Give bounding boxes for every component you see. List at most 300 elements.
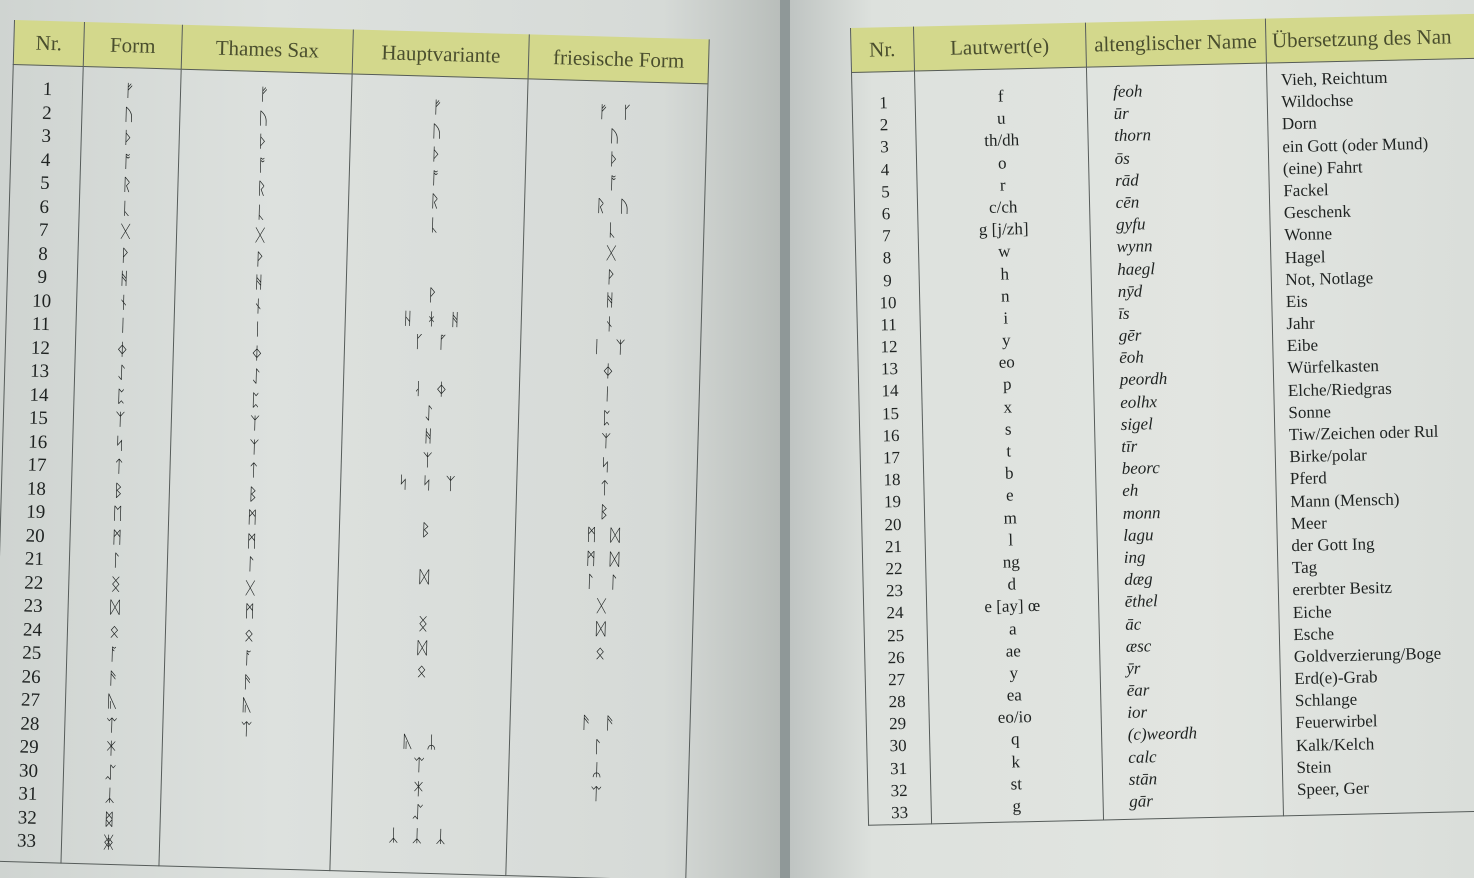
cell-thames: ᛗ <box>244 601 260 623</box>
cell-laut: ae <box>1005 640 1022 661</box>
cell-trans: der Gott Ing <box>1291 534 1375 556</box>
cell-form: ᚫ <box>107 668 123 689</box>
cell-nr: 23 <box>885 581 904 601</box>
cell-haupt: ᚺ ᚼ ᚻ <box>402 308 465 331</box>
cell-haupt: ᚱ <box>429 191 445 213</box>
cell-haupt: ᚠ <box>432 97 447 119</box>
cell-trans: Eis <box>1285 291 1308 312</box>
cell-fries: ᛁ ᛉ <box>591 337 630 359</box>
cell-form: ᛞ <box>109 597 125 619</box>
cell-fries: ᚻ <box>604 290 620 311</box>
cell-haupt: ᛞ <box>416 638 432 659</box>
cell-nr: 28 <box>20 712 40 735</box>
cell-fries: ᛚ <box>592 736 607 758</box>
cell-laut: i <box>1003 308 1009 328</box>
cell-trans: Eiche <box>1292 601 1332 622</box>
cell-fries: ᛠ <box>590 783 606 805</box>
cell-haupt: ᚳ <box>428 215 444 236</box>
cell-form: ᛢ <box>105 762 120 783</box>
cell-form: ᛚ <box>110 550 126 572</box>
cell-form: ᚻ <box>118 269 134 290</box>
cell-fries: ᛁ <box>601 384 617 405</box>
body-row <box>0 64 708 878</box>
cell-name: rād <box>1114 170 1140 190</box>
cell-nr: 8 <box>882 248 892 268</box>
cell-name: ūr <box>1113 103 1130 124</box>
cell-laut: x <box>1003 397 1013 417</box>
cell-thames: ᛇ <box>250 366 266 388</box>
cell-fries: ᚢ <box>609 126 624 147</box>
cell-name: gyfu <box>1115 214 1146 235</box>
cell-thames: ᛁ <box>252 319 267 341</box>
cell-name: æsc <box>1125 636 1152 656</box>
cell-laut: w <box>997 241 1011 262</box>
cell-haupt <box>331 846 506 874</box>
cell-trans: Mann (Mensch) <box>1290 489 1400 511</box>
cell-nr: 29 <box>19 736 39 758</box>
column-altenglischer-name <box>1086 63 1283 820</box>
cell-haupt: ᛝ <box>417 614 433 635</box>
cell-fries: ᛞ <box>595 619 611 640</box>
cell-nr: 22 <box>24 572 44 594</box>
cell-thames: ᛟ <box>243 625 259 646</box>
cell-nr: 15 <box>28 407 49 430</box>
cell-fries: ᛦ <box>591 760 607 781</box>
cell-fries: ᚠ ᚴ <box>597 102 637 124</box>
cell-haupt: ᚩ <box>430 168 445 189</box>
cell-fries: ᚷ <box>605 243 621 265</box>
cell-trans: (eine) Fahrt <box>1282 157 1363 178</box>
cell-laut: n <box>1000 286 1010 306</box>
header-nr: Nr. <box>13 20 84 66</box>
cell-name: cēn <box>1115 192 1140 212</box>
cell-thames: ᚪ <box>242 648 258 670</box>
cell-trans: Jahr <box>1286 313 1315 334</box>
cell-form: ᚦ <box>122 128 138 149</box>
cell-laut: th/dh <box>984 130 1020 151</box>
cell-haupt: ᚦ <box>430 144 446 166</box>
cell-laut: d <box>1007 574 1017 594</box>
cell-haupt: ᚴ ᚵ <box>413 332 452 354</box>
cell-form: ᚾ <box>118 292 133 313</box>
column-lautwert <box>914 67 1103 824</box>
cell-thames: ᛒ <box>247 484 263 505</box>
cell-form: ᚩ <box>122 151 137 172</box>
cell-nr: 29 <box>888 714 907 734</box>
cell-nr: 24 <box>22 618 43 641</box>
cell-trans: Wildochse <box>1281 90 1354 112</box>
cell-trans: Kalk/Kelch <box>1295 733 1375 755</box>
cell-trans: Wonne <box>1284 224 1333 245</box>
cell-nr: 31 <box>889 758 908 778</box>
cell-name: eolhx <box>1119 391 1158 412</box>
cell-form: ᛉ <box>114 409 130 431</box>
cell-form: ᛝ <box>110 574 126 595</box>
cell-trans: Stein <box>1296 757 1332 777</box>
cell-nr: 6 <box>39 196 50 218</box>
cell-laut: k <box>1011 751 1021 772</box>
cell-trans: Dorn <box>1281 113 1317 134</box>
cell-haupt: ᛆ ᛄ <box>412 379 451 401</box>
book-gutter <box>780 0 790 878</box>
cell-nr: 31 <box>18 783 38 805</box>
cell-laut: m <box>1003 507 1018 528</box>
cell-thames: ᚠ <box>258 84 274 106</box>
cell-nr: 1 <box>42 78 53 101</box>
cell-haupt: ᛒ <box>420 520 435 541</box>
cell-name: lagu <box>1123 524 1154 545</box>
cell-nr: 10 <box>879 292 897 313</box>
cell-form: ᛤ <box>103 832 118 854</box>
cell-form: ᛡ <box>105 738 121 760</box>
cell-nr: 8 <box>37 243 49 265</box>
cell-haupt: ᛉ <box>422 450 437 471</box>
cell-thames: ᛚ <box>245 554 261 576</box>
cell-trans: Schlange <box>1294 689 1358 711</box>
cell-nr: 7 <box>38 219 49 242</box>
cell-fries: ᚳ <box>606 220 622 241</box>
header-lautwert: Lautwert(e) <box>913 23 1086 71</box>
cell-nr: 16 <box>882 425 900 446</box>
header-friesische-form: friesische Form <box>528 34 709 84</box>
cell-nr: 28 <box>888 691 906 712</box>
cell-form: ᚪ <box>108 644 124 666</box>
cell-thames: ᚳ <box>255 202 271 223</box>
cell-name: tīr <box>1121 436 1138 456</box>
cell-nr: 26 <box>887 647 905 667</box>
cell-laut: c/ch <box>988 197 1018 217</box>
cell-nr: 12 <box>30 337 51 359</box>
cell-thames: ᛈ <box>250 390 265 411</box>
cell-nr: 25 <box>886 625 905 645</box>
cell-haupt: ᛇ <box>423 403 439 424</box>
cell-fries: ᚾ <box>603 314 619 335</box>
cell-fries: ᚦ <box>608 149 624 171</box>
cell-nr: 9 <box>883 270 892 290</box>
cell-nr: 15 <box>881 403 900 423</box>
cell-laut: o <box>997 153 1007 173</box>
cell-haupt: ᛢ <box>412 802 428 823</box>
cell-trans: Speer, Ger <box>1296 778 1370 800</box>
cell-thames: ᛉ <box>248 437 264 458</box>
cell-laut: a <box>1008 618 1017 639</box>
header-form: Form <box>83 22 182 69</box>
cell-laut: f <box>997 86 1004 106</box>
cell-name: stān <box>1128 769 1158 789</box>
cell-laut: r <box>999 175 1006 195</box>
cell-name: thorn <box>1113 125 1152 146</box>
cell-nr: 33 <box>16 830 37 852</box>
column-uebersetzung <box>1266 58 1474 816</box>
cell-thames <box>160 833 331 861</box>
cell-nr: 4 <box>40 149 51 171</box>
cell-name: feoh <box>1112 81 1143 102</box>
cell-name: eh <box>1122 480 1139 501</box>
cell-form: ᚹ <box>119 245 135 266</box>
cell-name: ing <box>1123 547 1146 567</box>
cell-haupt: ᚹ <box>426 285 442 307</box>
cell-fries: ᚱ ᚢ <box>595 196 634 218</box>
cell-trans: Eibe <box>1286 335 1319 356</box>
cell-fries: ᛗ ᛞ <box>586 525 625 547</box>
cell-nr: 26 <box>21 665 41 688</box>
cell-nr: 18 <box>26 478 47 500</box>
cell-nr: 2 <box>41 102 52 124</box>
cell-form: ᛇ <box>116 363 131 384</box>
cell-fries: ᛚ ᛚ <box>584 572 624 594</box>
cell-laut: l <box>1008 530 1014 550</box>
cell-fries <box>506 851 686 878</box>
cell-name: sigel <box>1120 414 1154 434</box>
cell-trans: Feuerwirbel <box>1295 711 1378 733</box>
cell-thames: ᚩ <box>256 155 272 176</box>
cell-thames: ᛗ <box>246 531 261 552</box>
cell-fries: ᛋ <box>599 455 615 476</box>
cell-nr: 19 <box>883 492 902 512</box>
cell-fries: ᚹ <box>605 267 620 288</box>
cell-form: ᛗ <box>111 527 127 548</box>
cell-laut: eo <box>998 352 1015 372</box>
cell-name: dæg <box>1124 569 1153 590</box>
cell-thames: ᛉ <box>249 413 265 435</box>
cell-trans: ererbter Besitz <box>1292 578 1393 600</box>
cell-name: monn <box>1122 502 1161 523</box>
cell-laut: y <box>1001 330 1011 350</box>
cell-name: ēar <box>1126 680 1150 700</box>
cell-nr: 5 <box>39 172 50 195</box>
cell-name: (c)weordh <box>1127 723 1198 745</box>
cell-form: ᛁ <box>117 316 133 337</box>
cell-fries: ᛏ <box>599 478 615 499</box>
cell-thames: ᚢ <box>258 108 273 129</box>
cell-nr: 16 <box>27 431 48 453</box>
cell-nr: 20 <box>884 514 902 534</box>
cell-laut: b <box>1004 463 1014 483</box>
cell-laut: st <box>1010 774 1023 794</box>
cell-trans: Birke/polar <box>1289 445 1368 467</box>
cell-trans: Erd(e)-Grab <box>1294 667 1378 689</box>
cell-name: calc <box>1128 746 1157 767</box>
column-hauptvariante <box>330 74 528 875</box>
cell-name: nȳd <box>1117 281 1143 301</box>
cell-thames: ᛗ <box>246 507 262 529</box>
cell-nr: 3 <box>41 125 52 148</box>
cell-name: peordh <box>1119 369 1168 390</box>
cell-name: āc <box>1125 614 1142 634</box>
cell-nr: 17 <box>27 454 47 477</box>
cell-fries: ᚩ <box>607 173 623 194</box>
cell-haupt: ᛠ <box>413 755 429 776</box>
cell-nr: 10 <box>31 290 52 312</box>
cell-laut: s <box>1004 419 1012 439</box>
cell-nr: 9 <box>37 266 48 289</box>
header-hauptvariante: Hauptvariante <box>352 29 529 78</box>
cell-fries: ᛄ <box>602 361 618 382</box>
cell-nr: 22 <box>885 558 903 579</box>
cell-nr: 12 <box>880 337 898 357</box>
cell-trans: Würfelkasten <box>1287 356 1380 378</box>
cell-form: ᚢ <box>123 104 139 125</box>
cell-laut: e [ay] œ <box>984 596 1041 617</box>
rune-forms-table <box>0 20 710 878</box>
cell-fries: ᛈ <box>601 408 617 429</box>
cell-form: ᚱ <box>121 175 137 196</box>
cell-nr: 23 <box>23 595 43 618</box>
cell-haupt: ᛟ <box>416 661 432 682</box>
cell-trans: ein Gott (oder Mund) <box>1282 133 1429 156</box>
cell-name: gēr <box>1118 325 1142 346</box>
cell-fries: ᚷ <box>596 595 611 617</box>
cell-trans: Hagel <box>1284 246 1326 267</box>
cell-laut: eo/io <box>997 707 1032 728</box>
cell-nr: 13 <box>880 359 899 379</box>
cell-fries: ᚫ ᚫ <box>580 713 620 735</box>
cell-nr: 11 <box>31 313 51 336</box>
cell-form: ᛖ <box>112 503 128 525</box>
cell-trans: Sonne <box>1288 402 1332 422</box>
cell-form: ᛟ <box>109 621 124 642</box>
header-nr: Nr. <box>850 27 914 73</box>
cell-name: haegl <box>1116 258 1156 279</box>
cell-nr: 3 <box>880 137 889 157</box>
cell-nr: 14 <box>29 384 49 406</box>
cell-thames: ᚦ <box>257 131 273 153</box>
cell-trans: Fackel <box>1283 180 1329 201</box>
cell-fries: ᛟ <box>594 642 610 664</box>
cell-fries: ᛗ ᛞ <box>585 548 624 570</box>
cell-laut: y <box>1009 663 1019 683</box>
rune-names-table <box>850 13 1474 826</box>
cell-name: beorc <box>1121 458 1161 479</box>
cell-haupt: ᛡ <box>412 778 428 800</box>
cell-thames: ᚷ <box>254 225 270 247</box>
cell-thames: ᚱ <box>256 178 271 200</box>
cell-form: ᚳ <box>120 198 136 219</box>
cell-trans: Pferd <box>1289 468 1327 489</box>
cell-nr: 18 <box>883 470 901 490</box>
cell-nr: 6 <box>881 204 891 224</box>
cell-thames: ᚹ <box>254 249 269 270</box>
cell-trans: Esche <box>1293 623 1335 644</box>
body-row <box>852 58 1474 825</box>
cell-thames: ᚫ <box>242 672 258 693</box>
cell-nr: 11 <box>880 314 897 335</box>
column-thames-sax <box>159 69 353 870</box>
cell-trans: Tiw/Zeichen oder Rul <box>1288 421 1439 445</box>
right-page <box>790 0 1474 878</box>
cell-nr: 5 <box>881 181 890 202</box>
cell-thames: ᛄ <box>251 343 267 364</box>
cell-nr: 13 <box>29 360 50 383</box>
cell-nr: 17 <box>882 447 901 468</box>
cell-thames: ᛠ <box>240 719 256 740</box>
cell-nr: 21 <box>24 548 45 571</box>
cell-form: ᛏ <box>113 456 129 478</box>
cell-form: ᛄ <box>116 339 132 360</box>
cell-nr: 1 <box>879 93 888 113</box>
cell-haupt: ᛞ <box>418 567 434 588</box>
header-uebersetzung: Übersetzung des Nan <box>1265 13 1474 63</box>
cell-trans: Vieh, Reichtum <box>1280 67 1388 90</box>
cell-form: ᛒ <box>112 480 128 501</box>
cell-thames: ᚣ <box>241 695 257 717</box>
cell-haupt: ᚣ ᛦ <box>402 731 441 753</box>
cell-nr: 19 <box>25 501 46 524</box>
cell-nr: 32 <box>17 806 38 829</box>
cell-trans: Meer <box>1290 513 1327 533</box>
cell-form: ᛣ <box>104 785 120 807</box>
cell-form: ᚠ <box>124 81 139 102</box>
cell-trans: Goldverzierung/Boge <box>1293 643 1442 666</box>
cell-name: ēoh <box>1118 347 1144 368</box>
cell-laut: g [j/zh] <box>978 219 1029 240</box>
column-friesische-form <box>506 79 708 878</box>
cell-laut: e <box>1005 485 1014 505</box>
cell-name: gār <box>1129 791 1154 811</box>
cell-form: ᚣ <box>107 691 122 713</box>
cell-name: ȳr <box>1126 658 1141 678</box>
cell-nr: 33 <box>890 802 909 823</box>
cell-nr: 27 <box>20 689 41 711</box>
cell-nr: 20 <box>25 525 45 547</box>
cell-name: ōs <box>1114 148 1131 168</box>
cell-laut: p <box>1002 374 1012 395</box>
cell-nr: 24 <box>886 603 904 623</box>
cell-fries: ᛉ <box>600 431 616 452</box>
cell-nr: 4 <box>880 159 890 179</box>
cell-form: ᛠ <box>106 715 122 736</box>
cell-form: ᛋ <box>114 433 130 454</box>
cell-trans: Elche/Riedgras <box>1287 378 1392 400</box>
cell-haupt: ᛋ ᛋ ᛉ <box>397 472 460 495</box>
cell-laut: ng <box>1002 552 1020 572</box>
cell-form: ᛈ <box>115 386 131 407</box>
cell-nr: 30 <box>889 736 907 756</box>
cell-trans: Not, Notlage <box>1285 267 1374 289</box>
cell-nr: 32 <box>890 780 908 801</box>
cell-thames: ᚷ <box>244 578 260 599</box>
cell-laut: ea <box>1006 685 1023 705</box>
cell-thames: ᚾ <box>252 296 268 317</box>
header-altenglischer-name: altenglischer Name <box>1085 19 1266 68</box>
cell-fries: ᛒ <box>598 502 614 523</box>
cell-name: ior <box>1127 702 1148 723</box>
cell-nr: 25 <box>22 642 42 665</box>
header-thames-sax: Thames Sax <box>181 25 354 74</box>
cell-laut: h <box>1000 263 1010 284</box>
cell-nr: 14 <box>881 381 899 401</box>
cell-laut: q <box>1010 729 1020 749</box>
cell-name: īs <box>1117 303 1130 323</box>
cell-haupt: ᚢ <box>431 121 447 142</box>
cell-nr: 21 <box>884 536 903 557</box>
cell-trans: Geschenk <box>1283 201 1352 223</box>
cell-thames: ᚻ <box>253 272 269 294</box>
cell-form: ᚷ <box>120 222 135 243</box>
cell-nr: 30 <box>18 759 39 782</box>
cell-trans: Tag <box>1291 557 1318 578</box>
cell-nr: 2 <box>879 115 889 135</box>
cell-laut: t <box>1006 441 1012 461</box>
cell-name: wynn <box>1116 236 1153 257</box>
cell-form: ᛥ <box>103 809 119 830</box>
cell-nr: 27 <box>887 669 906 690</box>
cell-name: ēthel <box>1124 591 1158 612</box>
cell-thames: ᛏ <box>248 460 263 482</box>
cell-nr: 7 <box>882 226 891 246</box>
cell-laut: g <box>1012 796 1022 816</box>
cell-laut: u <box>996 108 1006 128</box>
